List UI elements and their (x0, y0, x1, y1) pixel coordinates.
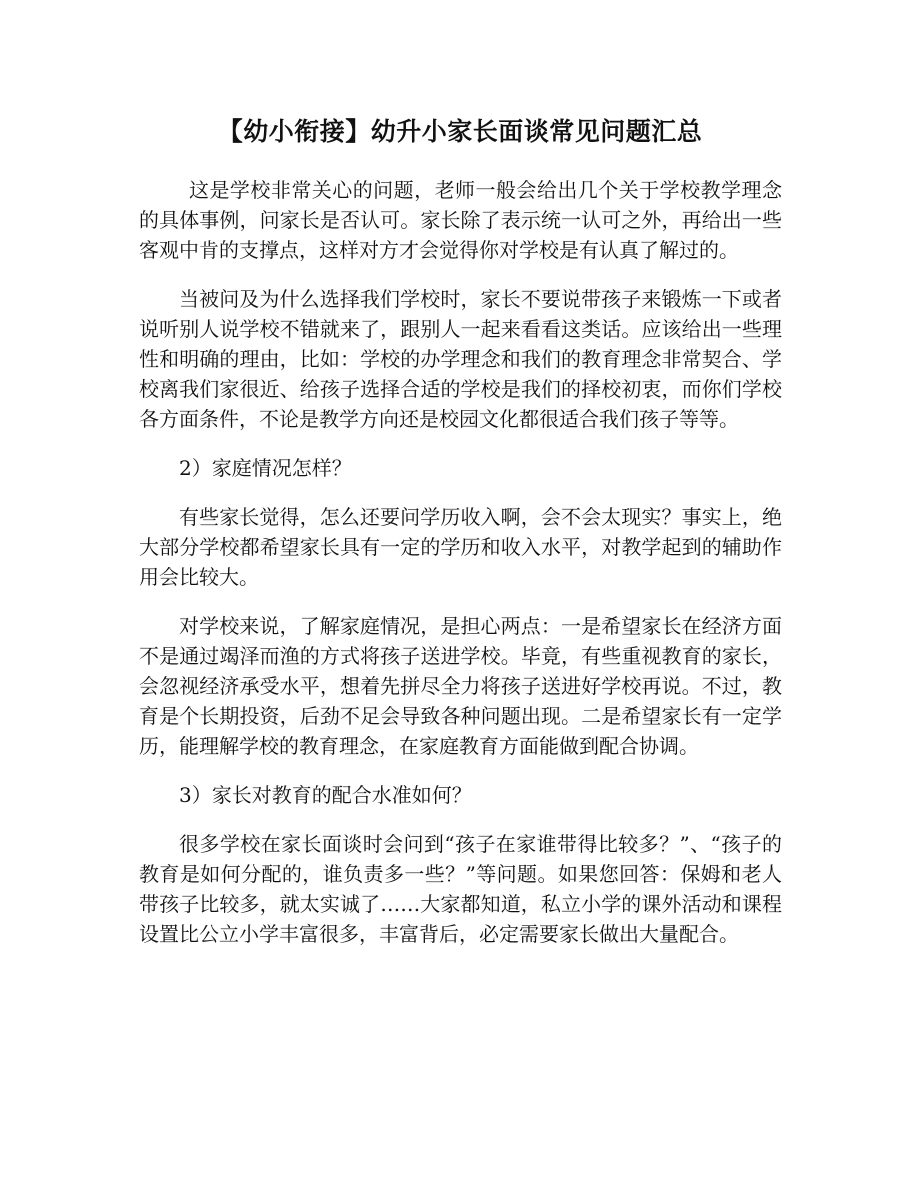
paragraph-education-income: 有些家长觉得，怎么还要问学历收入啊，会不会太现实？事实上，绝大部分学校都希望家长具有一定的学历和收入水平，对教学起到的辅助作用会比较大。 (139, 505, 782, 589)
document-title: 【幼小衔接】幼升小家长面谈常见问题汇总 (217, 117, 703, 146)
paragraph-why-choose-school: 当被问及为什么选择我们学校时，家长不要说带孩子来锻炼一下或者说听别人说学校不错就来了，跟别人一起来看看这类话。应该给出一些理性和明确的理由，比如：学校的办学理念和我们的教育理念非常契合、学校离我们家很近、给孩子选择合适的学校是我们的择校初衷，而你们学校各方面条件，不论是教学方向还是校园文化都很适合我们孩子等等。 (139, 287, 782, 431)
question-parent-cooperation: 3）家长对教育的配合水准如何？ (179, 783, 472, 807)
question-family-situation: 2）家庭情况怎样？ (179, 456, 352, 480)
paragraph-family-concerns: 对学校来说，了解家庭情况，是担心两点：一是希望家长在经济方面不是通过竭泽而渔的方式将孩子送进学校。毕竟，有些重视教育的家长，会忽视经济承受水平，想着先拼尽全力将孩子送进好学校再说。不过，教育是个长期投资，后劲不足会导致各种问题出现。二是希望家长有一定学历，能理解学校的教育理念，在家庭教育方面能做到配合协调。 (139, 614, 782, 758)
paragraph-school-philosophy: 这是学校非常关心的问题，老师一般会给出几个关于学校教学理念的具体事例，问家长是否认可。家长除了表示统一认可之外，再给出一些客观中肯的支撑点，这样对方才会觉得你对学校是有认真了解过的。 (139, 178, 782, 262)
paragraph-who-cares-child: 很多学校在家长面谈时会问到“孩子在家谁带得比较多？”、“孩子的教育是如何分配的，谁负责多一些？”等问题。如果您回答：保姆和老人带孩子比较多，就太实诚了……大家都知道，私立小学的课外活动和课程设置比公立小学丰富很多，丰富背后，必定需要家长做出大量配合。 (139, 832, 782, 946)
document-body (139, 175, 782, 968)
